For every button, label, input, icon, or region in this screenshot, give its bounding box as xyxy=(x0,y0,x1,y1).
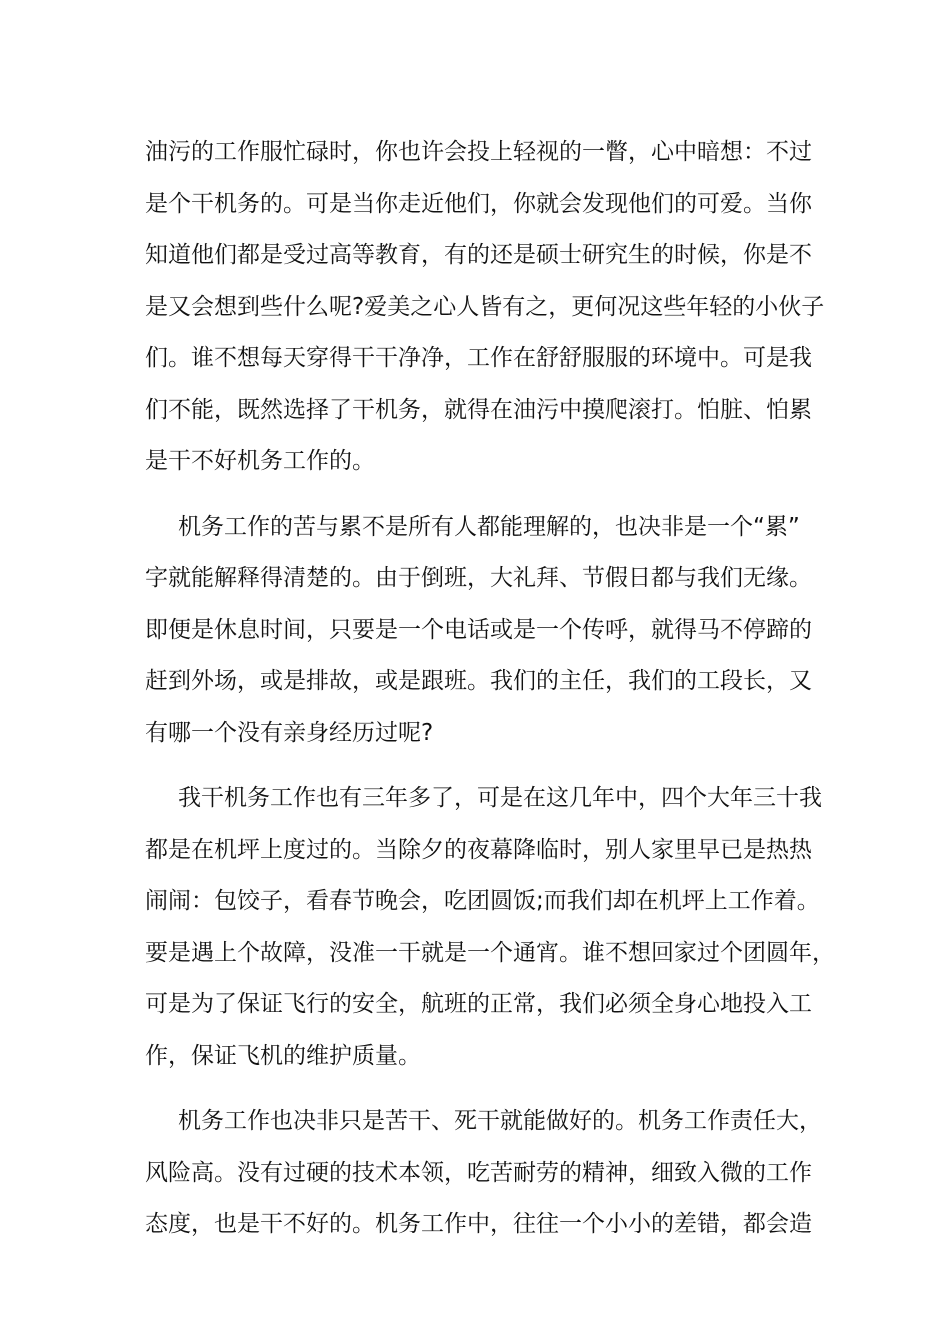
text-line: 即便是休息时间，只要是一个电话或是一个传呼，就得马不停蹄的 xyxy=(145,616,812,643)
text-line: 赶到外场，或是排故，或是跟班。我们的主任，我们的工段长，又 xyxy=(145,668,812,694)
paragraph-2 xyxy=(145,502,810,760)
text-line: 我干机务工作也有三年多了，可是在这几年中，四个大年三十我 xyxy=(178,785,822,811)
text-line: 是个干机务的。可是当你走近他们，你就会发现他们的可爱。当你 xyxy=(145,190,812,217)
text-line: 作，保证飞机的维护质量。 xyxy=(145,1042,421,1069)
paragraph-1 xyxy=(145,127,825,488)
text-line: 机务工作也决非只是苦干、死干就能做好的。机务工作责任大， xyxy=(178,1108,822,1134)
paragraph-spacer xyxy=(145,759,810,773)
text-line: 们不能，既然选择了干机务，就得在油污中摸爬滚打。怕脏、怕累 xyxy=(145,396,812,423)
document-body xyxy=(145,127,835,1251)
text-line: 有哪一个没有亲身经历过呢? xyxy=(145,719,434,746)
text-line: 知道他们都是受过高等教育，有的还是硕士研究生的时候，你是不 xyxy=(145,242,812,268)
text-line: 们。谁不想每天穿得干干净净，工作在舒舒服服的环境中。可是我 xyxy=(145,345,812,371)
text-line: 机务工作的苦与累不是所有人都能理解的，也决非是一个“累” xyxy=(178,513,800,540)
paragraph-spacer xyxy=(145,488,810,502)
text-line: 是干不好机务工作的。 xyxy=(145,448,375,474)
text-line: 可是为了保证飞行的安全，航班的正常，我们必须全身心地投入工 xyxy=(145,991,812,1017)
text-line: 风险高。没有过硬的技术本领，吃苦耐劳的精神，细致入微的工作 xyxy=(145,1159,812,1186)
text-line: 态度，也是干不好的。机务工作中，往往一个小小的差错，都会造 xyxy=(145,1211,812,1237)
paragraph-spacer xyxy=(145,1082,810,1096)
text-line: 闹闹：包饺子，看春节晚会，吃团圆饭;而我们却在机坪上工作着。 xyxy=(145,888,820,914)
paragraph-4 xyxy=(145,1096,822,1251)
text-line: 都是在机坪上度过的。当除夕的夜幕降临时，别人家里早已是热热 xyxy=(145,836,812,863)
paragraph-3 xyxy=(145,773,835,1082)
text-line: 是又会想到些什么呢?爱美之心人皆有之，更何况这些年轻的小伙子 xyxy=(145,293,825,320)
text-line: 要是遇上个故障，没准一干就是一个通宵。谁不想回家过个团圆年， xyxy=(145,939,835,966)
text-line: 油污的工作服忙碌时，你也许会投上轻视的一瞥，心中暗想：不过 xyxy=(145,139,812,165)
text-line: 字就能解释得清楚的。由于倒班，大礼拜、节假日都与我们无缘。 xyxy=(145,565,812,591)
